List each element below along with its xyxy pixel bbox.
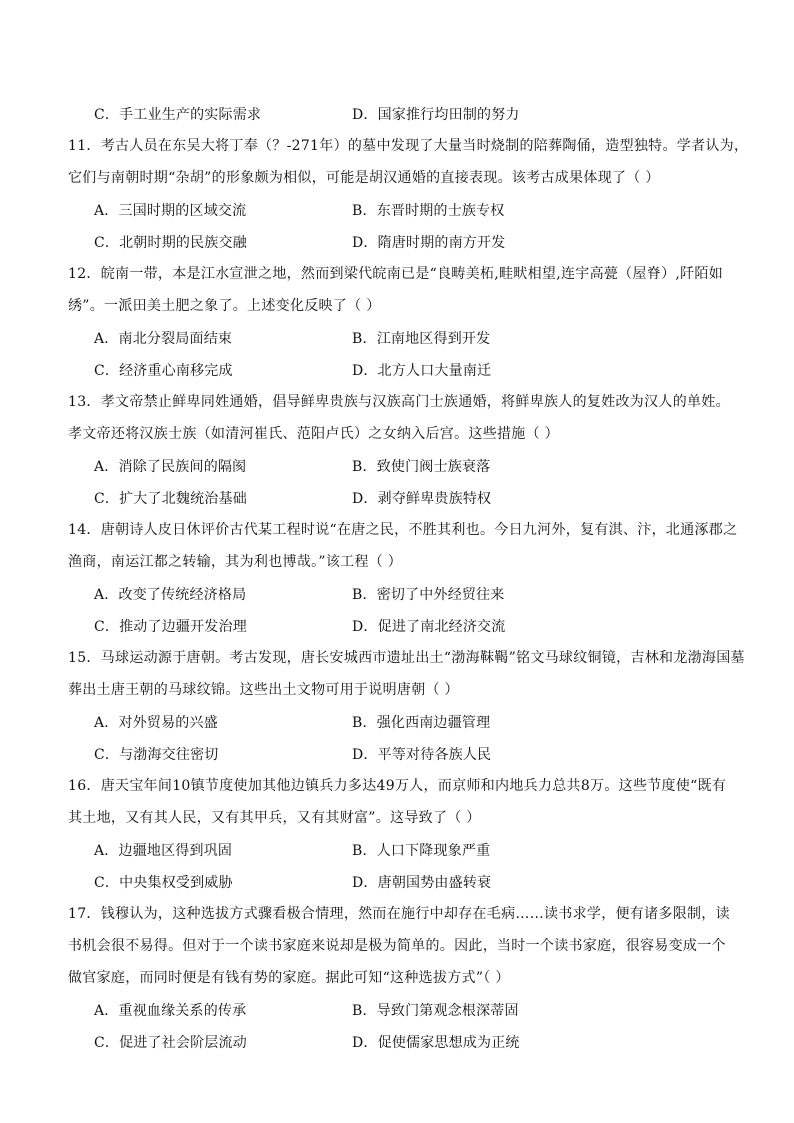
question-stem-line: 11．考古人员在东吴大将丁奉（？-271年）的墓中发现了大量当时烧制的陪葬陶俑，造型独特。学者认为， [68, 138, 749, 154]
question-17 [68, 898, 728, 1058]
option-a: A．三国时期的区域交流 [94, 203, 247, 219]
option-d: D．剥夺鲜卑贵族特权 [352, 491, 492, 507]
option-d: D．唐朝国势由盛转衰 [352, 875, 492, 891]
question-stem-line: 13．孝文帝禁止鲜卑同姓通婚，倡导鲜卑贵族与汉族高门士族通婚，将鲜卑族人的复姓改为汉人的单姓。 [68, 394, 730, 410]
question-stem-line: 孝文帝还将汉族士族（如清河崔氏、范阳卢氏）之女纳入后宫。这些措施（ ） [68, 426, 559, 442]
option-c: C．手工业生产的实际需求 [94, 107, 262, 123]
option-d: D．隋唐时期的南方开发 [352, 235, 506, 251]
question-stem-line: 14．唐朝诗人皮日休评价古代某工程时说“在唐之民，不胜其利也。今日九河外，复有淇、汴，北通涿郡之 [68, 522, 738, 538]
option-c: C．促进了社会阶层流动 [94, 1035, 247, 1051]
option-a: A．边疆地区得到巩固 [94, 843, 233, 859]
option-a: A．对外贸易的兴盛 [94, 715, 218, 731]
option-b: B．密切了中外经贸往来 [352, 587, 505, 603]
option-a: A．改变了传统经济格局 [94, 587, 247, 603]
option-c: C．扩大了北魏统治基础 [94, 491, 247, 507]
options-row [68, 450, 728, 482]
question-11 [68, 130, 749, 258]
option-b: B．强化西南边疆管理 [352, 715, 491, 731]
option-b: B．江南地区得到开发 [352, 331, 491, 347]
options-row [68, 610, 728, 642]
options-row [68, 866, 728, 898]
option-b: B．致使门阀士族衰落 [352, 459, 491, 475]
option-b: B．人口下降现象严重 [352, 843, 491, 859]
question-stem-line: 做官家庭，而同时便是有钱有势的家庭。据此可知“这种选拔方式”（ ） [68, 970, 510, 986]
question-stem-line: 17．钱穆认为，这种选拔方式骤看极合情理，然而在施行中却存在毛病……读书求学，便有诸多限制，读 [68, 906, 730, 922]
options-row [68, 226, 728, 258]
option-c: C．与渤海交往密切 [94, 747, 219, 763]
leading-options-row [68, 98, 728, 130]
options-row [68, 354, 728, 386]
question-13 [68, 386, 728, 514]
options-row [68, 578, 728, 610]
question-stem-line: 其土地，又有其人民，又有其甲兵，又有其财富”。这导致了（ ） [68, 810, 481, 826]
question-15 [68, 642, 745, 770]
options-row [68, 482, 728, 514]
question-stem-line: 葬出土唐王朝的马球纹锦。这些出土文物可用于说明唐朝（ ） [68, 682, 459, 698]
option-b: B．东晋时期的士族专权 [352, 203, 505, 219]
options-row [68, 1026, 728, 1058]
question-16 [68, 770, 728, 898]
question-stem-line: 渔商，南运江都之转输，其为利也博哉。”该工程（ ） [68, 554, 403, 570]
question-12 [68, 258, 728, 386]
question-stem-line: 16．唐天宝年间10镇节度使加其他边镇兵力多达49万人，而京师和内地兵力总共8万。这些节度使“既有 [68, 778, 727, 794]
question-stem-line: 15．马球运动源于唐朝。考古发现，唐长安城西市遗址出土“渤海靺鞨”铭文马球纹铜镜，吉林和龙渤海国墓 [68, 650, 745, 666]
exam-content [68, 98, 749, 1058]
option-d: D．国家推行均田制的努力 [352, 107, 520, 123]
option-d: D．平等对待各族人民 [352, 747, 492, 763]
option-c: C．北朝时期的民族交融 [94, 235, 247, 251]
options-row [68, 322, 728, 354]
option-c: C．中央集权受到威胁 [94, 875, 233, 891]
question-stem-line: 它们与南朝时期“杂胡”的形象颇为相似，可能是胡汉通婚的直接表现。该考古成果体现了（ ） [68, 170, 660, 186]
option-c: C．推动了边疆开发治理 [94, 619, 247, 635]
option-d: D．北方人口大量南迁 [352, 363, 492, 379]
option-b: B．导致门第观念根深蒂固 [352, 1003, 519, 1019]
option-d: D．促使儒家思想成为正统 [352, 1035, 520, 1051]
options-row [68, 738, 728, 770]
option-a: A．消除了民族间的隔阂 [94, 459, 247, 475]
option-d: D．促进了南北经济交流 [352, 619, 506, 635]
options-row [68, 834, 728, 866]
option-c: C．经济重心南移完成 [94, 363, 233, 379]
question-stem-line: 绣”。一派田美土肥之象了。上述变化反映了（ ） [68, 298, 381, 314]
option-a: A．南北分裂局面结束 [94, 331, 233, 347]
options-row [68, 994, 728, 1026]
question-stem-line: 12．皖南一带，本是江水宣泄之地，然而到梁代皖南已是“良畴美柘,畦畎相望,连宇高甍（屋脊）,阡陌如 [68, 266, 724, 282]
option-a: A．重视血缘关系的传承 [94, 1003, 247, 1019]
options-row [68, 194, 728, 226]
question-stem-line: 书机会很不易得。但对于一个读书家庭来说却是极为简单的。因此，当时一个读书家庭，很容易变成一个 [68, 938, 726, 954]
options-row [68, 706, 728, 738]
question-14 [68, 514, 738, 642]
